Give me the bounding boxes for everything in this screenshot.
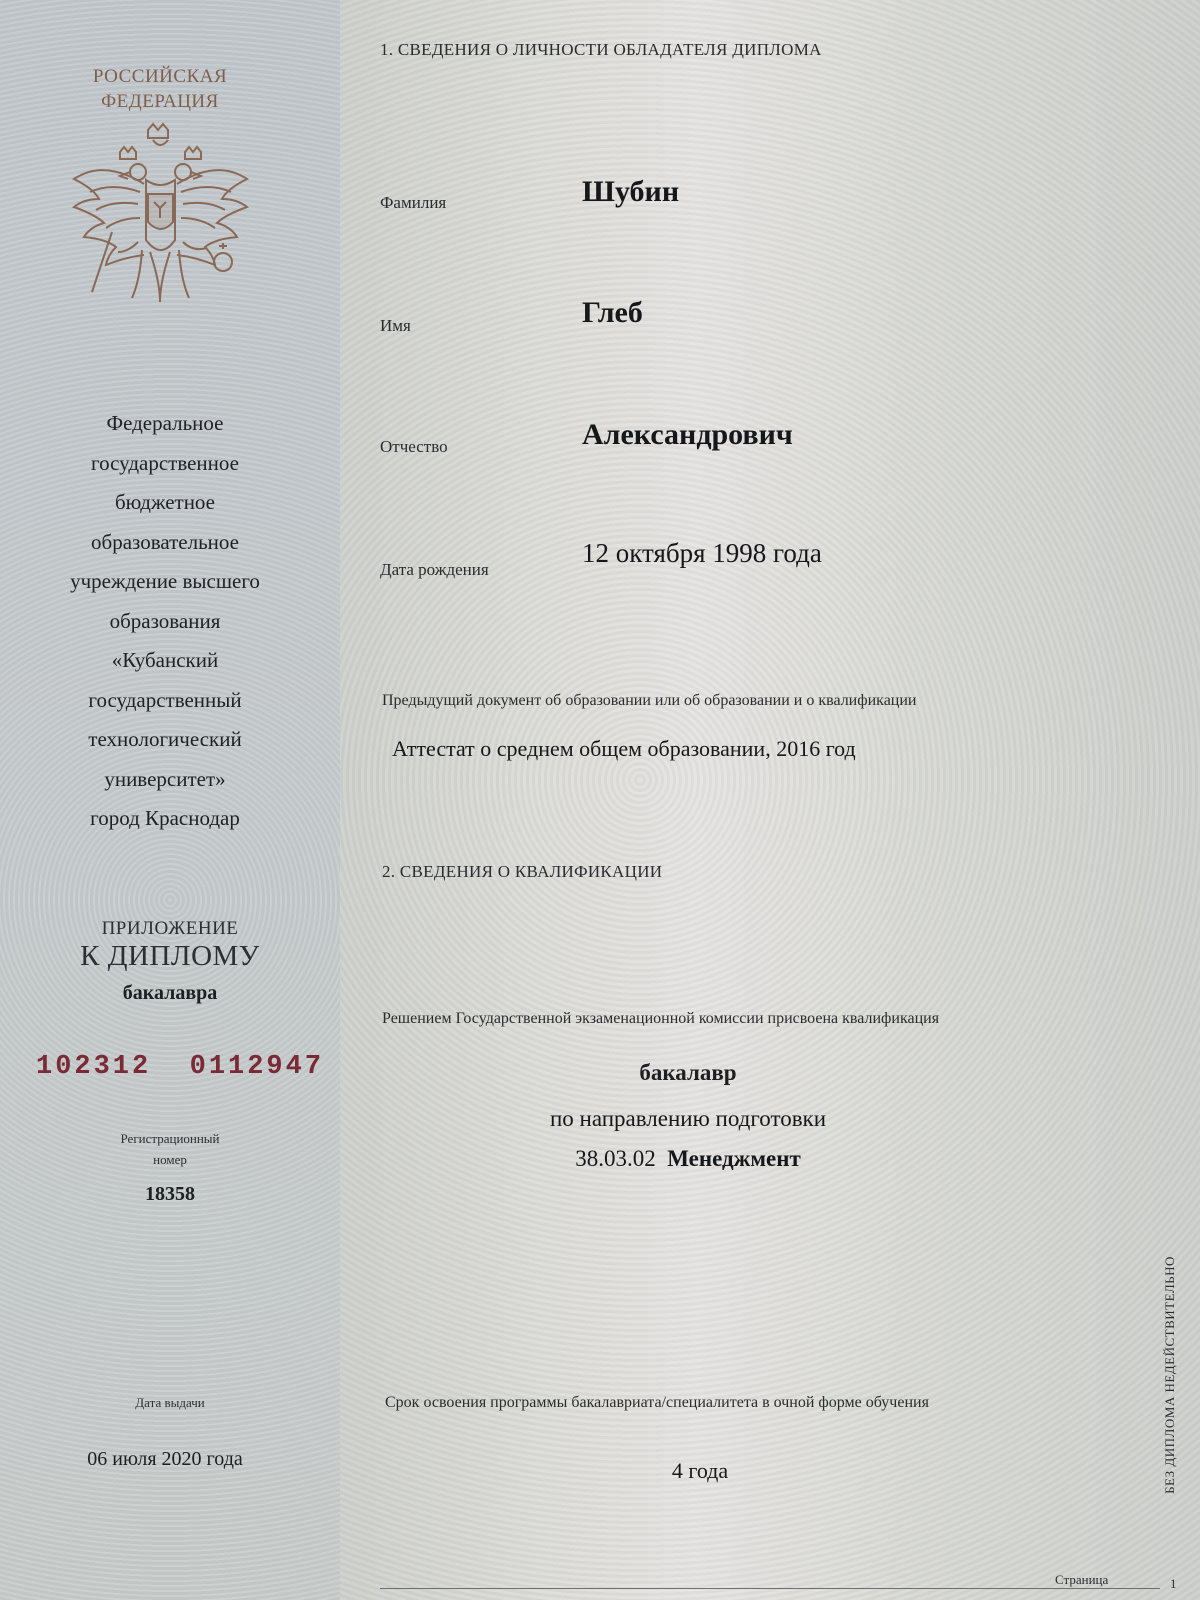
surname-value: Шубин	[582, 175, 680, 208]
qualification-value: бакалавр	[639, 1060, 737, 1085]
russian-coat-of-arms-icon	[68, 122, 253, 322]
birthdate-value: 12 октября 1998 года	[582, 538, 822, 568]
issue-date-label: Дата выдачи	[135, 1395, 205, 1410]
institution-line: образовательное	[91, 529, 239, 554]
institution-line: бюджетное	[114, 490, 216, 514]
direction-code: 38.03.02	[575, 1146, 656, 1171]
previous-document-label: Предыдущий документ об образовании или об образовании и о квалификации	[382, 692, 917, 709]
direction-name: Менеджмент	[667, 1146, 801, 1171]
direction	[382, 1146, 994, 1172]
institution-line: государственное	[90, 450, 239, 475]
section-1-title: 1. СВЕДЕНИЯ О ЛИЧНОСТИ ОБЛАДАТЕЛЯ ДИПЛОМА	[380, 40, 822, 59]
page-number: 1	[1170, 1576, 1177, 1591]
registration-label	[80, 1128, 260, 1170]
institution-line: образования	[109, 608, 221, 633]
country-line-2: ФЕДЕРАЦИЯ	[101, 91, 219, 112]
institution-line: «Кубанский	[111, 648, 219, 672]
institution-line: технологический	[88, 727, 242, 751]
program-duration-value: 4 года	[671, 1458, 729, 1483]
institution-name	[40, 404, 290, 839]
annex-degree: бакалавра	[122, 982, 218, 1004]
serial-number: 102312 0112947	[36, 1052, 325, 1082]
institution-line: университет»	[104, 766, 226, 791]
surname-label: Фамилия	[380, 193, 447, 212]
registration-label-line-1: Регистрационный	[120, 1131, 220, 1146]
issue-date: 06 июля 2020 года	[87, 1448, 243, 1470]
validity-note: БЕЗ ДИПЛОМА НЕДЕЙСТВИТЕЛЬНО	[1162, 1256, 1177, 1494]
left-panel	[0, 0, 340, 1600]
institution-line: государственный	[88, 687, 242, 712]
patronymic-label: Отчество	[380, 437, 448, 456]
annex-title-top: ПРИЛОЖЕНИЕ	[101, 918, 239, 939]
registration-number: 18358	[145, 1183, 195, 1205]
program-duration-label: Срок освоения программы бакалавриата/специалитета в очной форме обучения	[385, 1394, 929, 1411]
page-footer-rule	[380, 1588, 1160, 1589]
country-name	[60, 64, 260, 114]
direction-line: по направлению подготовки	[549, 1106, 827, 1131]
country-line-1: РОССИЙСКАЯ	[92, 66, 228, 87]
annex-title-main: К ДИПЛОМУ	[80, 940, 260, 972]
birthdate-label: Дата рождения	[380, 560, 489, 579]
institution-line: Федеральное	[106, 411, 224, 435]
section-2-title: 2. СВЕДЕНИЯ О КВАЛИФИКАЦИИ	[382, 862, 663, 881]
qualification-decision-text: Решением Государственной экзаменационной комиссии присвоена квалификация	[382, 1010, 940, 1027]
previous-document-value: Аттестат о среднем общем образовании, 2016 год	[392, 736, 856, 761]
patronymic-value: Александрович	[582, 418, 793, 451]
institution-line: учреждение высшего	[70, 569, 260, 593]
page-label: Страница	[1055, 1572, 1109, 1587]
registration-label-line-2: номер	[153, 1152, 187, 1167]
institution-line: город Краснодар	[90, 806, 240, 830]
name-value: Глеб	[582, 296, 643, 329]
name-label: Имя	[380, 316, 411, 335]
